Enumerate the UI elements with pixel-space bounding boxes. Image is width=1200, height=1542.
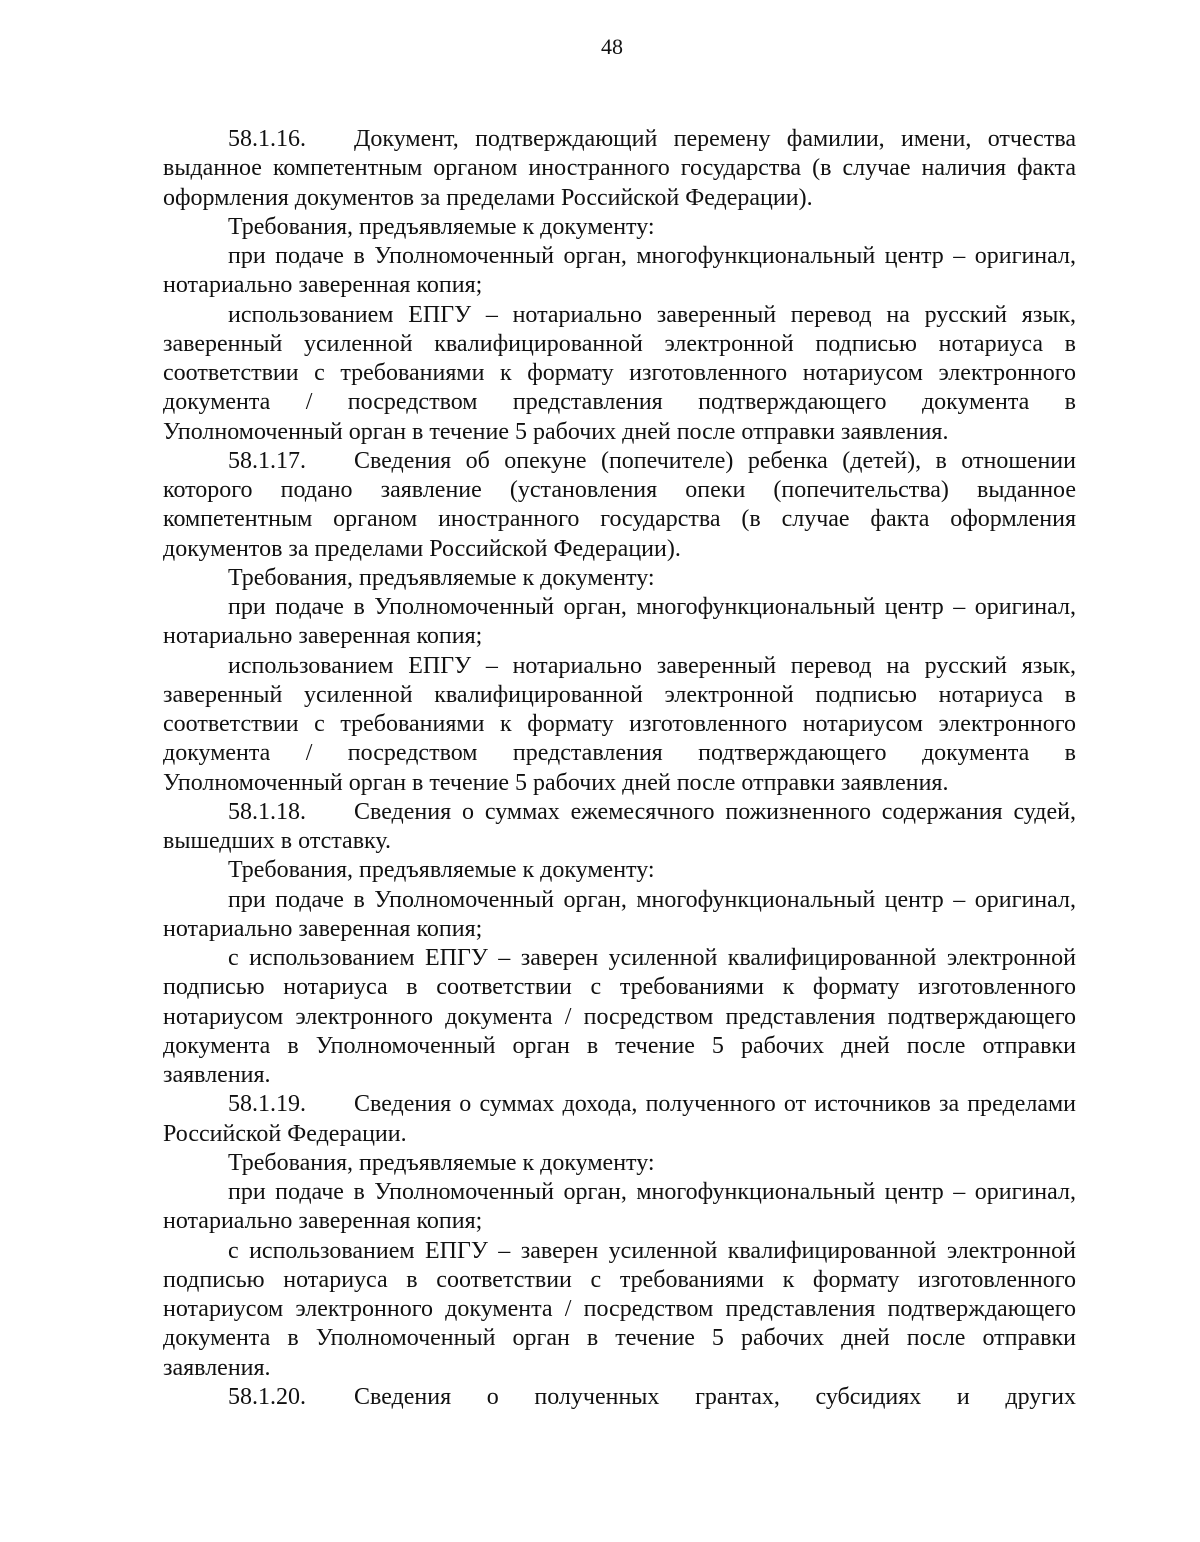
document-body [163, 125, 1076, 1412]
section-heading [163, 1090, 1076, 1149]
requirements-intro: Требования, предъявляемые к документу: [228, 213, 655, 240]
requirement-epgu: использованием ЕПГУ – нотариально заверенный перевод на русский язык, заверенный усиленной квалифицированной электронной подписью нотариуса в соответствии с требованиями к формату изготовленного нотариусом электронного документа / посредством представления подтверждающего документа в Уполномоченный орган в течение 5 рабочих дней после отправки заявления. [163, 652, 1076, 796]
section-heading-text: Сведения о суммах ежемесячного пожизненного содержания судей, вышедших в отставку. [163, 798, 1076, 854]
section-heading-text: Документ, подтверждающий перемену фамилии, имени, отчества выданное компетентным органом иностранного государства (в случае наличия факта оформления документов за пределами Российской Федерации). [163, 126, 1076, 211]
section-number: 58.1.19. [228, 1091, 306, 1118]
section-heading [163, 447, 1076, 564]
section-heading [163, 1383, 1076, 1412]
section-heading-text: Сведения о суммах дохода, полученного от источников за пределами Российской Федерации. [163, 1091, 1076, 1147]
section-number: 58.1.18. [228, 798, 306, 825]
requirement-epgu: с использованием ЕПГУ – заверен усиленной квалифицированной электронной подписью нотариуса в соответствии с требованиями к формату изготовленного нотариусом электронного документа / посредством представления подтверждающего документа в Уполномоченный орган в течение 5 рабочих дней после отправки заявления. [163, 945, 1076, 1088]
requirement-epgu: использованием ЕПГУ – нотариально заверенный перевод на русский язык, заверенный усиленной квалифицированной электронной подписью нотариуса в соответствии с требованиями к формату изготовленного нотариусом электронного документа / посредством представления подтверждающего документа в Уполномоченный орган в течение 5 рабочих дней после отправки заявления. [163, 301, 1076, 445]
requirements-intro: Требования, предъявляемые к документу: [228, 564, 655, 591]
section-heading-text: Сведения об опекуне (попечителе) ребенка (детей), в отношении которого подано заявление (установления опеки (попечительства) выданное компетентным органом иностранного государства (в случае факта оформления документов за пределами Российской Федерации). [163, 447, 1076, 562]
requirement-epgu: с использованием ЕПГУ – заверен усиленной квалифицированной электронной подписью нотариуса в соответствии с требованиями к формату изготовленного нотариусом электронного документа / посредством представления подтверждающего документа в Уполномоченный орган в течение 5 рабочих дней после отправки заявления. [163, 1237, 1076, 1381]
requirements-intro: Требования, предъявляемые к документу: [228, 1149, 655, 1176]
section-heading-text: Сведения о полученных грантах, субсидиях и других [354, 1383, 1076, 1410]
requirement-in-person: при подаче в Уполномоченный орган, многофункциональный центр – оригинал, нотариально заверенная копия; [163, 886, 1076, 942]
page-number: 48 [601, 34, 623, 59]
requirement-in-person: при подаче в Уполномоченный орган, многофункциональный центр – оригинал, нотариально заверенная копия; [163, 1179, 1076, 1235]
section-number: 58.1.16. [228, 126, 306, 152]
section-number: 58.1.20. [228, 1383, 306, 1410]
section-heading [163, 125, 1076, 213]
requirements-intro: Требования, предъявляемые к документу: [228, 857, 655, 884]
section-heading [163, 798, 1076, 857]
section-number: 58.1.17. [228, 447, 306, 474]
requirement-in-person: при подаче в Уполномоченный орган, многофункциональный центр – оригинал, нотариально заверенная копия; [163, 243, 1076, 299]
requirement-in-person: при подаче в Уполномоченный орган, многофункциональный центр – оригинал, нотариально заверенная копия; [163, 594, 1076, 650]
